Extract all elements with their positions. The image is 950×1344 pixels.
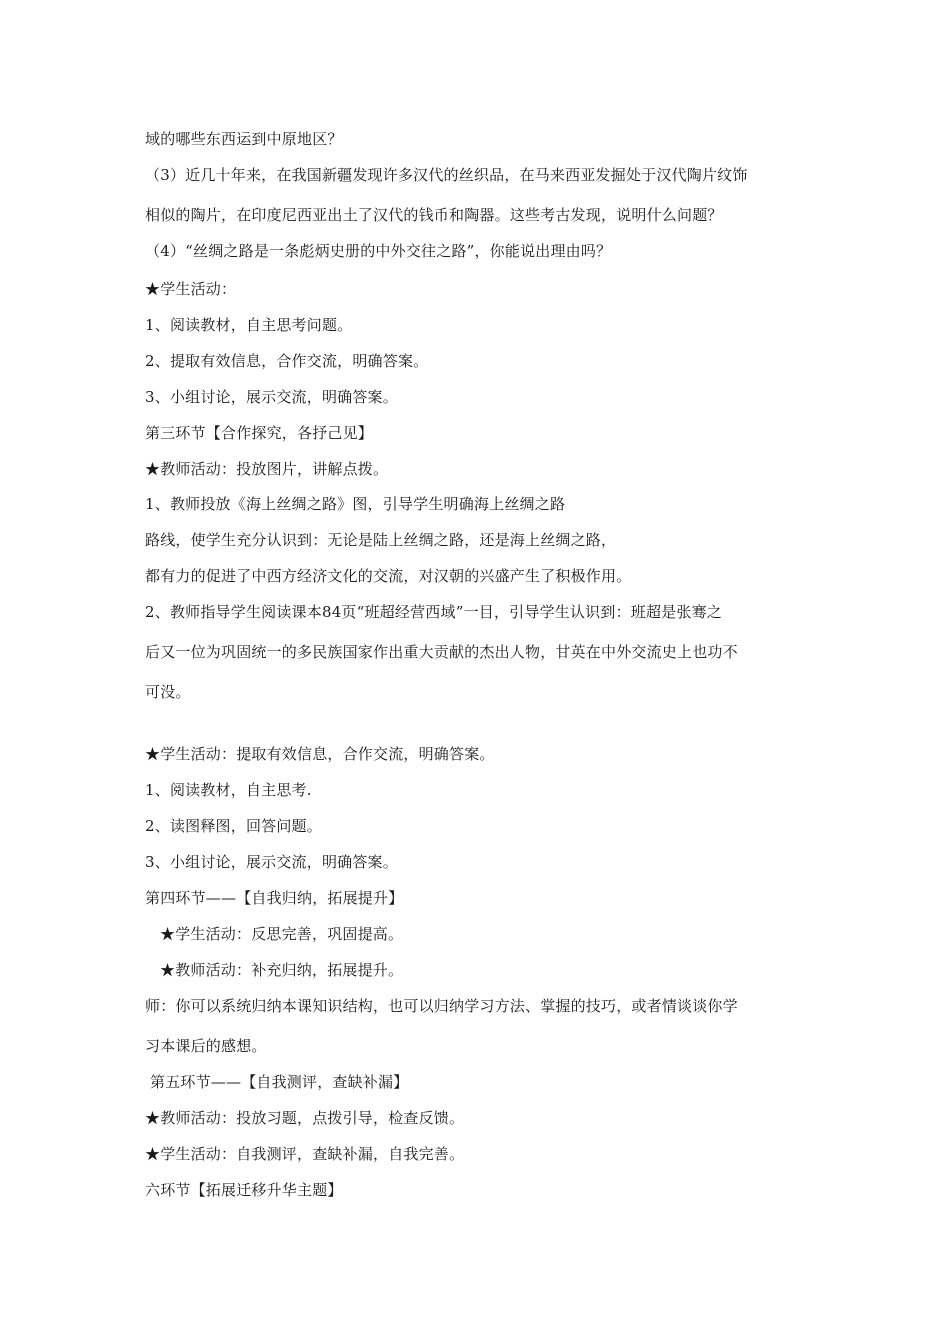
text-line: 后又一位为巩固统一的多民族国家作出重大贡献的杰出人物，甘英在中外交流史上也功不 [145, 643, 738, 661]
student-activity-heading: ★学生活动： [145, 280, 237, 298]
section-6-heading: 六环节【拓展迁移升华主题】 [145, 1181, 343, 1199]
teacher-activity-line: ★教师活动：补充归纳，拓展提升。 [160, 961, 404, 979]
teacher-activity-line: ★教师活动：投放习题，点拨引导，检查反馈。 [145, 1109, 465, 1127]
list-item: 2、读图释图，回答问题。 [145, 817, 322, 835]
question-3-line-1: （3）近几十年来，在我国新疆发现许多汉代的丝织品，在马来西亚发掘处于汉代陶片纹饰 [145, 166, 748, 184]
list-item: 1、教师投放《海上丝绸之路》图，引导学生明确海上丝绸之路 [145, 495, 566, 513]
text-line: 域的哪些东西运到中原地区？ [145, 130, 343, 148]
text-line: 师：你可以系统归纳本课知识结构，也可以归纳学习方法、掌握的技巧，或者情谈谈你学 [145, 997, 738, 1015]
text-line: 可没。 [145, 683, 191, 701]
text-line: 都有力的促进了中西方经济文化的交流，对汉朝的兴盛产生了积极作用。 [145, 567, 632, 585]
question-4: （4）“丝绸之路是一条彪炳史册的中外交往之路”，你能说出理由吗？ [145, 242, 612, 260]
question-3-line-2: 相似的陶片，在印度尼西亚出土了汉代的钱币和陶器。这些考古发现，说明什么问题？ [145, 206, 723, 224]
section-5-heading: 第五环节——【自我测评，查缺补漏】 [150, 1073, 409, 1091]
list-item: 1、阅读教材，自主思考. [145, 781, 312, 799]
list-item: 3、小组讨论，展示交流，明确答案。 [145, 388, 398, 406]
text-line: 习本课后的感想。 [145, 1037, 267, 1055]
list-item: 2、提取有效信息，合作交流，明确答案。 [145, 352, 429, 370]
section-4-heading: 第四环节——【自我归纳，拓展提升】 [145, 889, 404, 907]
teacher-activity-heading: ★教师活动：投放图片，讲解点拨。 [145, 460, 389, 478]
section-3-heading: 第三环节【合作探究，各抒己见】 [145, 424, 374, 442]
text-line: 路线，使学生充分认识到：无论是陆上丝绸之路，还是海上丝绸之路， [145, 531, 617, 549]
list-item: 2、教师指导学生阅读课本84页“班超经营西域”一目，引导学生认识到：班超是张骞之 [145, 603, 722, 621]
list-item: 1、阅读教材，自主思考问题。 [145, 316, 353, 334]
list-item: 3、小组讨论，展示交流，明确答案。 [145, 853, 398, 871]
student-activity-line: ★学生活动：自我测评，查缺补漏，自我完善。 [145, 1145, 465, 1163]
student-activity-line: ★学生活动：反思完善，巩固提高。 [160, 925, 404, 943]
student-activity-heading: ★学生活动：提取有效信息，合作交流，明确答案。 [145, 745, 495, 763]
